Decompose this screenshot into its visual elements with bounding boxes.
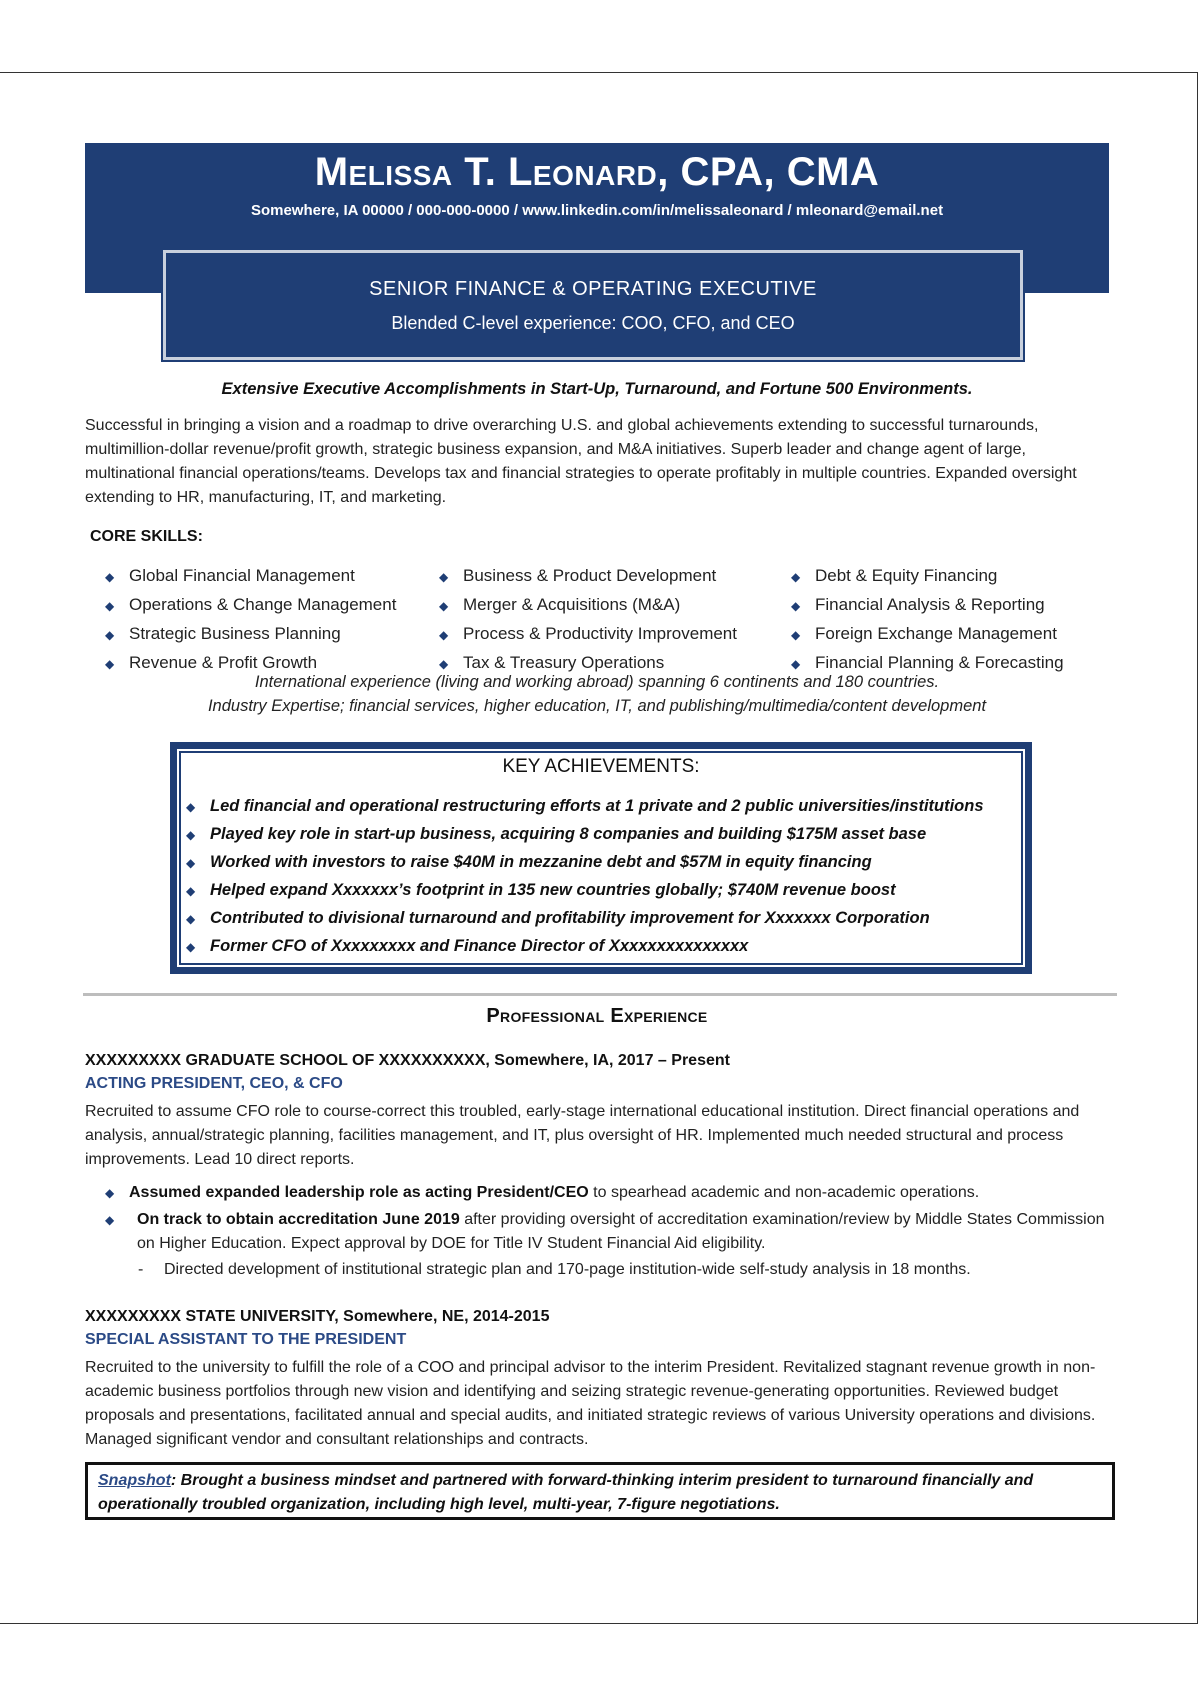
diamond-bullet-icon: ◆ [105, 1213, 115, 1227]
diamond-bullet-icon: ◆ [791, 599, 801, 613]
diamond-bullet-icon: ◆ [439, 570, 449, 584]
experience-heading: Professional Experience [486, 1005, 708, 1027]
tagline: Extensive Executive Accomplishments in Start-Up, Turnaround, and Fortune 500 Environments. [221, 380, 973, 398]
diamond-bullet-icon: ◆ [105, 628, 115, 642]
key-achievements-heading: KEY ACHIEVEMENTS: [502, 756, 700, 777]
diamond-bullet-icon: ◆ [791, 657, 801, 671]
diamond-bullet-icon: ◆ [439, 657, 449, 671]
job2-description: Recruited to the university to fulfill the role of a COO and principal advisor to the interim President. Revitalized stagnant revenue growth in non-academic business portfolios through new vision and identifying and seizing strategic revenue-generating opportunities. Reviewed budget proposals and presentations, facilitated annual and special audits, and initiated strategic reviews of various University operations and divisions. Managed significant vendor and consultant relationships and contracts. [85, 1359, 1096, 1448]
skill-item: ◆ Business & Product Development [439, 562, 737, 591]
dash-bullet-icon: - [138, 1261, 144, 1278]
skills-column-3 [791, 562, 1064, 678]
job1-title: ACTING PRESIDENT, CEO, & CFO [85, 1075, 343, 1092]
achievement-item: ◆ Led financial and operational restructuring efforts at 1 private and 2 public universities/institutions [186, 793, 984, 821]
skill-item: ◆ Foreign Exchange Management [791, 620, 1064, 649]
snapshot-box [85, 1462, 1115, 1520]
skill-item: ◆ Strategic Business Planning [105, 620, 396, 649]
job1-description: Recruited to assume CFO role to course-correct this troubled, early-stage international educational institution. Direct financial operations and analysis, annual/strategic planning, facilities management, and IT, plus oversight of HR. Implemented much needed structural and process improvements. Lead 10 direct reports. [85, 1103, 1080, 1168]
key-achievements-list [186, 793, 984, 961]
diamond-bullet-icon: ◆ [105, 599, 115, 613]
section-divider [83, 993, 1117, 996]
contact-line: Somewhere, IA 00000 / 000-000-0000 / www.linkedin.com/in/melissaleonard / mleonard@email.net [250, 202, 944, 219]
skill-item: ◆ Process & Productivity Improvement [439, 620, 737, 649]
headline-subtitle: Blended C-level experience: COO, CFO, and CEO [391, 313, 795, 333]
diamond-bullet-icon: ◆ [105, 1186, 115, 1200]
diamond-bullet-icon: ◆ [105, 570, 115, 584]
job1-bullet-2: ◆ On track to obtain accreditation June 2019 after providing oversight of accreditation examination/review by Middle States Commission on Higher Education. Expect approval by DOE for Title IV Student Financial Aid eligibility. [105, 1208, 1115, 1256]
job1-organization: XXXXXXXXX GRADUATE SCHOOL OF XXXXXXXXXX, Somewhere, IA, 2017 – Present [85, 1052, 730, 1069]
diamond-bullet-icon: ◆ [186, 856, 196, 870]
snapshot-label: Snapshot [98, 1472, 171, 1489]
title-box [163, 250, 1023, 360]
diamond-bullet-icon: ◆ [186, 940, 196, 954]
diamond-bullet-icon: ◆ [105, 657, 115, 671]
diamond-bullet-icon: ◆ [186, 800, 196, 814]
diamond-bullet-icon: ◆ [439, 628, 449, 642]
diamond-bullet-icon: ◆ [186, 884, 196, 898]
snapshot-text: : Brought a business mindset and partnered with forward-thinking interim president to turnaround financially and operationally troubled organization, including high level, multi-year, 7-figure negotiations. [98, 1472, 1034, 1513]
achievement-item: ◆ Worked with investors to raise $40M in mezzanine debt and $57M in equity financing [186, 849, 984, 877]
diamond-bullet-icon: ◆ [439, 599, 449, 613]
diamond-bullet-icon: ◆ [791, 570, 801, 584]
skills-column-2 [439, 562, 737, 678]
job2-title: SPECIAL ASSISTANT TO THE PRESIDENT [85, 1331, 407, 1348]
job1-bullet-1: ◆ Assumed expanded leadership role as acting President/CEO to spearhead academic and non-academic operations. [105, 1181, 1115, 1205]
diamond-bullet-icon: ◆ [791, 628, 801, 642]
achievement-item: ◆ Former CFO of Xxxxxxxxx and Finance Director of Xxxxxxxxxxxxxxx [186, 933, 984, 961]
candidate-name: Melissa T. Leonard, CPA, CMA [314, 150, 880, 194]
achievement-item: ◆ Played key role in start-up business, acquiring 8 companies and building $175M asset base [186, 821, 984, 849]
skill-item: ◆ Revenue & Profit Growth [105, 649, 396, 678]
job1-sub-bullet: - Directed development of institutional strategic plan and 170-page institution-wide self-study analysis in 18 months. [138, 1258, 1118, 1282]
headline-title: SENIOR FINANCE & OPERATING EXECUTIVE [369, 278, 817, 300]
core-skills-heading: CORE SKILLS: [90, 528, 203, 545]
skill-item: ◆ Debt & Equity Financing [791, 562, 1064, 591]
skill-item: ◆ Financial Planning & Forecasting [791, 649, 1064, 678]
diamond-bullet-icon: ◆ [186, 828, 196, 842]
diamond-bullet-icon: ◆ [186, 912, 196, 926]
achievement-item: ◆ Helped expand Xxxxxxx’s footprint in 135 new countries globally; $740M revenue boost [186, 877, 984, 905]
skills-column-1 [105, 562, 396, 678]
job2-organization: XXXXXXXXX STATE UNIVERSITY, Somewhere, NE, 2014-2015 [85, 1308, 550, 1325]
skill-item: ◆ Tax & Treasury Operations [439, 649, 737, 678]
skill-item: ◆ Global Financial Management [105, 562, 396, 591]
skill-item: ◆ Financial Analysis & Reporting [791, 591, 1064, 620]
achievement-item: ◆ Contributed to divisional turnaround and profitability improvement for Xxxxxxx Corporation [186, 905, 984, 933]
industry-note: Industry Expertise; financial services, higher education, IT, and publishing/multimedia/content development [207, 697, 987, 715]
international-note: International experience (living and working abroad) spanning 6 continents and 180 countries. [254, 673, 940, 691]
skill-item: ◆ Merger & Acquisitions (M&A) [439, 591, 737, 620]
skill-item: ◆ Operations & Change Management [105, 591, 396, 620]
summary-paragraph: Successful in bringing a vision and a roadmap to drive overarching U.S. and global achievements extending to successful turnarounds, multimillion-dollar revenue/profit growth, strategic business expansion, and M&A initiatives. Superb leader and change agent of large, multinational financial operations/teams. Develops tax and financial strategies to operate profitably in multiple countries. Expanded oversight extending to HR, manufacturing, IT, and marketing. [85, 417, 1077, 506]
